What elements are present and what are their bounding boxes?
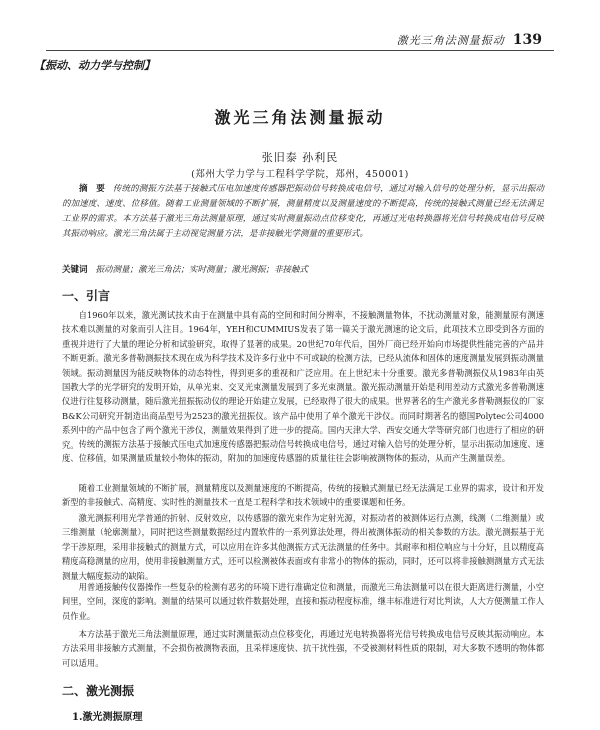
paper-title: 激光三角法测量振动 [214, 108, 386, 127]
intro-paragraph-1: 自1960年以来，激光测试技术由于在测量中具有高的空间和时间分辨率，不接触测量物体，不扰动测量对象，能测量原有测速技术难以测量的对象而引人注目。1964年，YEH和CUMMIUS发表了第一篇关于激光测速的论文后，此项技术立即受到各方面的重视并进行了大量的理论分析和试验研究，取得了显著的成果。20世纪70年代后，国外厂商已经开始向市场提供性能完善的产品并不断更新。激光多普勒测振技术现在成为科学技术及许多行业中不可或缺的检测方法，已经从流体和固体的速度测量发展到振动测量领域。振动测量因为能反映物体的动态特性，得到更多的重视和广泛应用。在上世纪末十分重要。激光多普勒测振仪从1983年由英国教大学的光学研究的发明开始，从单光束、交叉光束测量发展到了多光束测量。激光振动测量开始是利用差动方式激光多普勒测速仪进行往复移动测量，随后激光扭振振动仪的理论开始建立发展，已经取得了很大的成果。世界著名的生产激光多普勒测振仪的厂家B&K公司研究开制造出商品型号为2523的激光扭振仪。该产品中使用了单个激光干涉仪。而同时期著名的德国Polytec公司4000系列中的产品中包含了两个激光干涉仪，测量效果得到了进一步的提高。国内天津大学、西安交通大学等研究部门也进行了相应的研究。 [62, 310, 544, 450]
paper-authors: 张旧泰 孙利民 [261, 151, 339, 164]
intro-paragraph-4: 激光测振利用光学普通的折射、反射效应，以传感器的激光束作为定射光源，对振动者的被测体运行点测，线测（二维测量）或三维测量（轮廓测量），同时把这些测量数据经过内置软件的一系列算法处理，得出被测体振动的相关参数的方法。激光测振基于光学干涉原理，采用非接触式的测量方式，可以应用在许多其他测振方式无法测量的任务中。其耐率和相位响应与十分好，且以精度高精度高稳测量的应用，使用非接触测量方式，还可以检测被体表面或有非常小的物体的振动，同时，还可以将非接触测测量方式无法测量大幅度振动的缺陷。 [62, 513, 544, 581]
header-divider [46, 50, 554, 51]
intro-heading: 一、引言 [62, 289, 111, 303]
section-tag: 【振动、动力学与控制】 [34, 59, 155, 72]
paper-affiliation: (郑州大学力学与工程科学学院，郑州，450001) [191, 169, 409, 180]
keywords-label: 关键词 [62, 265, 88, 275]
intro-paragraph-2: 传统的测振方法基于接触式压电式加速度传感器把振动信号转换成电信号，通过对输入信号的处理分析，显示出振动加速度、速度、位移值，如果测量质量较小物体的振动，附加的加速度传感器的质量往往会影响被测物体的振动，从而产生测量误差。 [62, 439, 544, 464]
subsection-1-heading: 1.激光测振原理 [72, 712, 143, 723]
running-header [397, 32, 542, 48]
abstract-label: 摘 要 [79, 184, 105, 194]
intro-paragraph-5: 用普通接触传仪器操作一些复杂的检测有恶劣的环境下进行准确定位和测量，而激光三角法测量可以在很大距离进行测量，小空间里，空间，深度的影响。测量的结果可以通过软件数据处理，直接和振动程度标准，继丰标准进行对比判读，人大方便测量工作人员作业。 [62, 582, 544, 621]
abstract-text: 传统的测振方法基于接触式压电加速度传感器把振动信号转换成电信号，通过对输入信号的处理分析，显示出振动的加速度、速度、位移值。随着工业测量领域的不断扩展，测量精度以及测量速度的不断提高，传统的接触式测量已经无法满足工业界的需求。本方法基于激光三角法测量原理，通过实时测量振动点位移变化，再通过光电转换器将光信号转换成电信号反映其振动响应。激光三角法属于主动视觉测量方法，是非接触光学测量的重要形式。 [62, 184, 544, 239]
keywords [62, 263, 544, 277]
running-title: 激光三角法测量振动 [396, 34, 505, 47]
section-2-heading: 二、激光测振 [62, 684, 135, 698]
intro-paragraph-6: 本方法基于激光三角法测量原理，通过实时测量振动点位移变化，再通过光电转换器将光信号转换成电信号反映其振动响应。本方法采用非接触方式测量，不会损伤被测物表面，且采样速度快、抗干扰性强，不受被测材料性质的限制，对大多数不透明的物体都可以适用。 [62, 629, 544, 668]
abstract [62, 182, 544, 242]
intro-paragraph-3: 随着工业测量领域的不断扩展，测量精度以及测量速度的不断提高，传统的接触式测量已经无法满足工业界的需求，设计和开发新型的非接触式、高精度、实时性的测量技术一直是工程科学和技术领域中的重要课题和任务。 [62, 483, 544, 508]
keywords-text: 振动测量；激光三角法；实时测量；激光测振；非接触式 [95, 265, 309, 275]
page-number: 139 [512, 32, 542, 48]
